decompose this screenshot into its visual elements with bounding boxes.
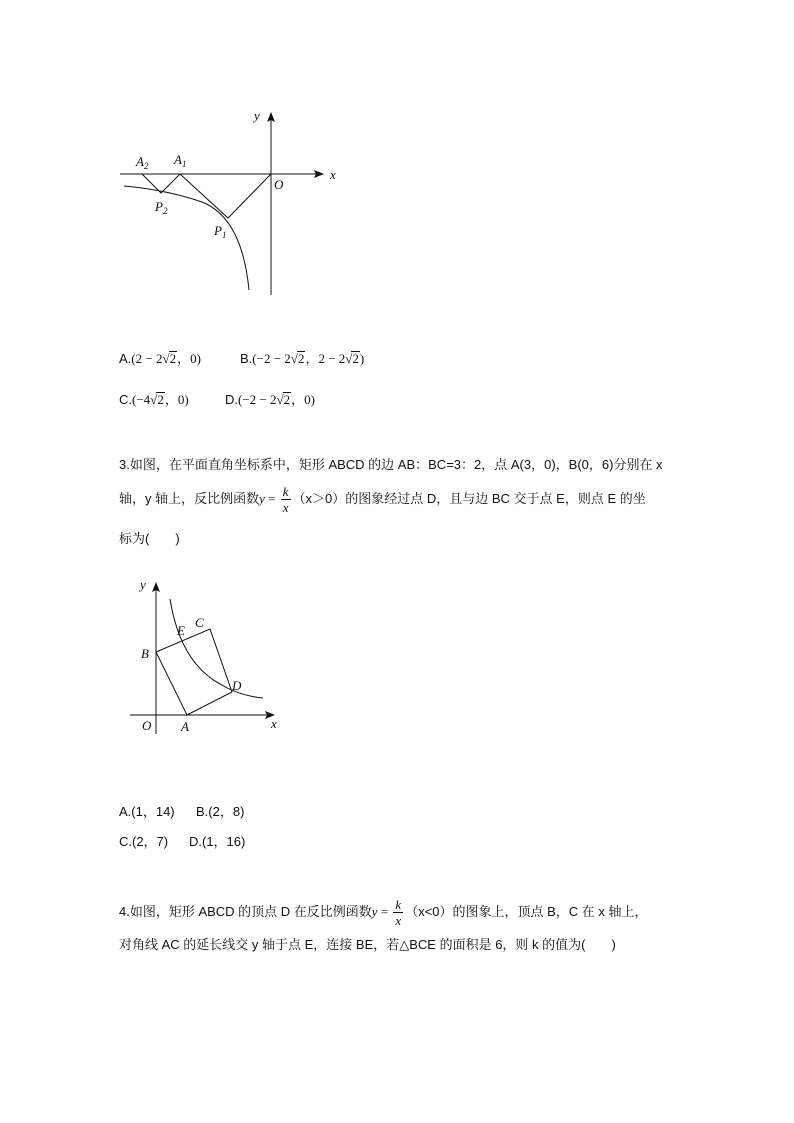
q3-option-c[interactable]: C.(2，7) xyxy=(119,834,169,849)
figure-rectangle-abcd xyxy=(125,572,290,737)
q3-option-d[interactable]: D.(1，16) xyxy=(189,834,246,849)
fraction-k-over-x: $\frac{k}{x}$ xyxy=(282,484,289,515)
label-y: y xyxy=(140,577,146,592)
q2-option-c[interactable]: C.(−4√2，0) xyxy=(119,392,189,407)
label-d: D xyxy=(232,678,242,693)
q2-option-d[interactable]: D.(−2 − 2√2，0) xyxy=(225,392,315,407)
q3-line-1: 3.如图，在平面直角坐标系中，矩形 ABCD 的边 AB：BC=3：2，点 A(3，0)，B(0，6)分别在 x xyxy=(119,457,663,472)
q2-option-a[interactable]: A.(2 − 2√2，0) xyxy=(119,351,201,366)
triangle-a1-p2-a2 xyxy=(142,174,180,193)
triangle-o-p1-a1 xyxy=(180,174,271,218)
label-a2: $A_2$ xyxy=(136,154,149,171)
fraction-k-over-x: $\frac{k}{x}$ xyxy=(395,897,402,928)
q4-line-2: 对角线 AC 的延长线交 y 轴于点 E，连接 BE，若△BCE 的面积是 6，则 k 的值为( ) xyxy=(119,937,616,952)
q3-option-a[interactable]: A.(1，14) xyxy=(119,804,175,819)
label-y: y xyxy=(254,108,260,123)
rectangle-abcd xyxy=(156,629,232,715)
label-o: O xyxy=(142,718,152,733)
q3-line-3: 标为( ) xyxy=(119,531,180,546)
label-a: A xyxy=(181,719,189,734)
q4-line-1: 4.如图，矩形 ABCD 的顶点 D 在反比例函数y = $\frac{k}{x}$ （x<0）的图象上，顶点 B，C 在 x 轴上， xyxy=(119,897,648,928)
label-e: E xyxy=(177,623,185,638)
label-p2: $P_2$ xyxy=(155,199,168,216)
label-c: C xyxy=(195,615,204,630)
label-o: O xyxy=(274,177,284,192)
hyperbola-curve xyxy=(124,186,249,290)
q2-option-b[interactable]: B.(−2 − 2√2，2 − 2√2) xyxy=(240,351,365,366)
label-p1: $P_1$ xyxy=(214,223,227,240)
label-x: x xyxy=(271,716,277,731)
figure-hyperbola-p1p2 xyxy=(112,100,352,305)
label-x: x xyxy=(330,167,336,182)
q3-line-2: 轴，y 轴上，反比例函数y = $\frac{k}{x}$ （x＞0）的图象经过点 D，且与边 BC 交于点 E，则点 E 的坐 xyxy=(119,484,646,515)
q3-option-b[interactable]: B.(2，8) xyxy=(196,804,245,819)
label-b: B xyxy=(141,646,149,661)
label-a1: $A_1$ xyxy=(174,152,187,169)
